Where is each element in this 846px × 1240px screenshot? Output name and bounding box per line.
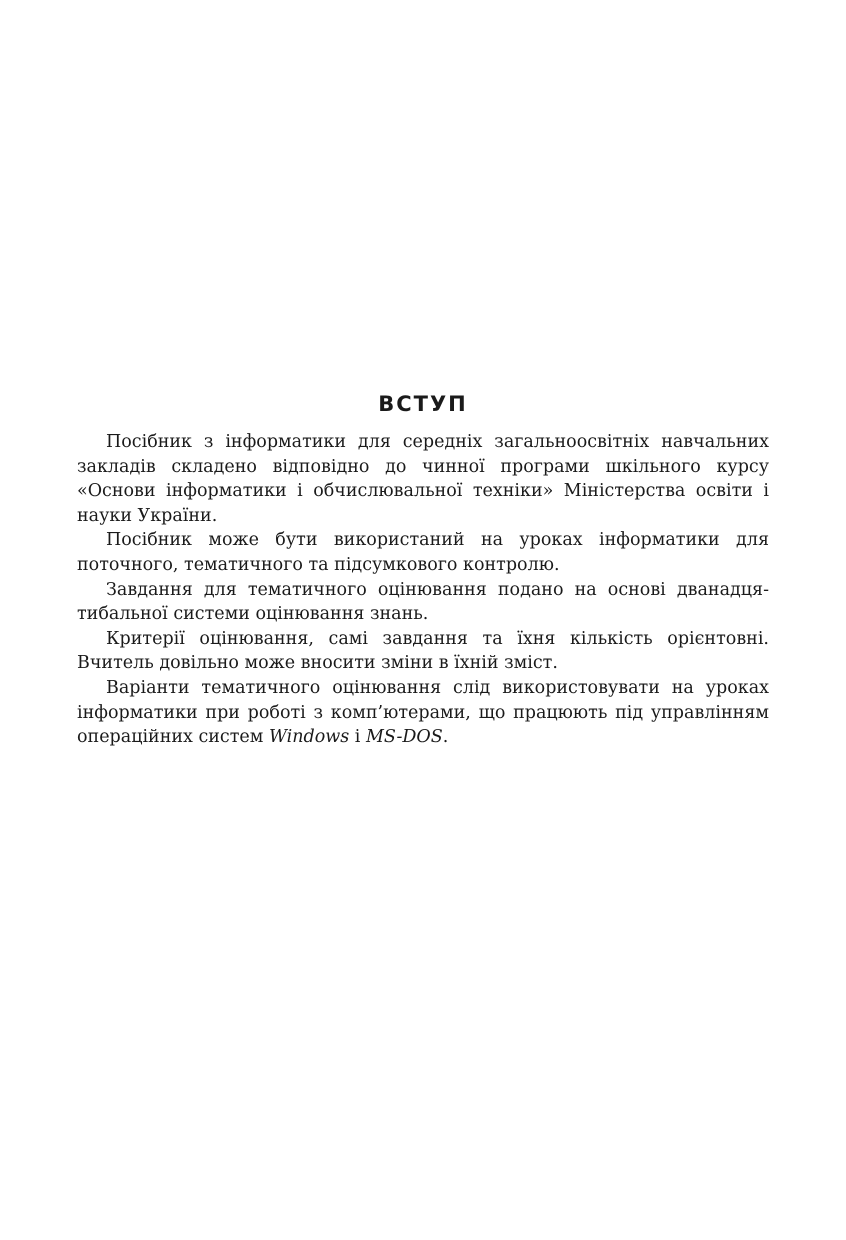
- paragraph-1: Посібник з інформатики для середніх загальноосвітніх навчальних закладів складено відповідно до чинної програми шкільного курсу «Основи інформатики і обчислювальної техніки» Міністерства освіти і науки України.: [77, 432, 769, 526]
- paragraph-5-text: Варіанти тематичного оцінювання слід використовувати на уроках інформатики при роботі з комп’ютерами, що працюють під управлінням операційних систем: [77, 677, 769, 748]
- paragraph-2: Посібник може бути використаний на уроках інформатики для поточного, тематичного та підсумкового контролю.: [77, 530, 769, 575]
- os-msdos: MS-DOS: [365, 727, 443, 748]
- section-heading: ВСТУП: [378, 392, 468, 416]
- paragraph-5: [77, 676, 769, 750]
- os-windows: Windows: [268, 727, 350, 748]
- paragraph-5-connector: і: [349, 727, 366, 748]
- paragraph-3: Завдання для тематичного оцінювання подано на основі дванадця-тибальної системи оцінювання знань.: [77, 579, 769, 625]
- body-text: [77, 430, 769, 750]
- paragraph-4: Критерії оцінювання, самі завдання та їхня кількість орієнтовні. Вчитель довільно може вносити зміни в їхній зміст.: [77, 628, 769, 674]
- paragraph-5-end: .: [442, 727, 449, 748]
